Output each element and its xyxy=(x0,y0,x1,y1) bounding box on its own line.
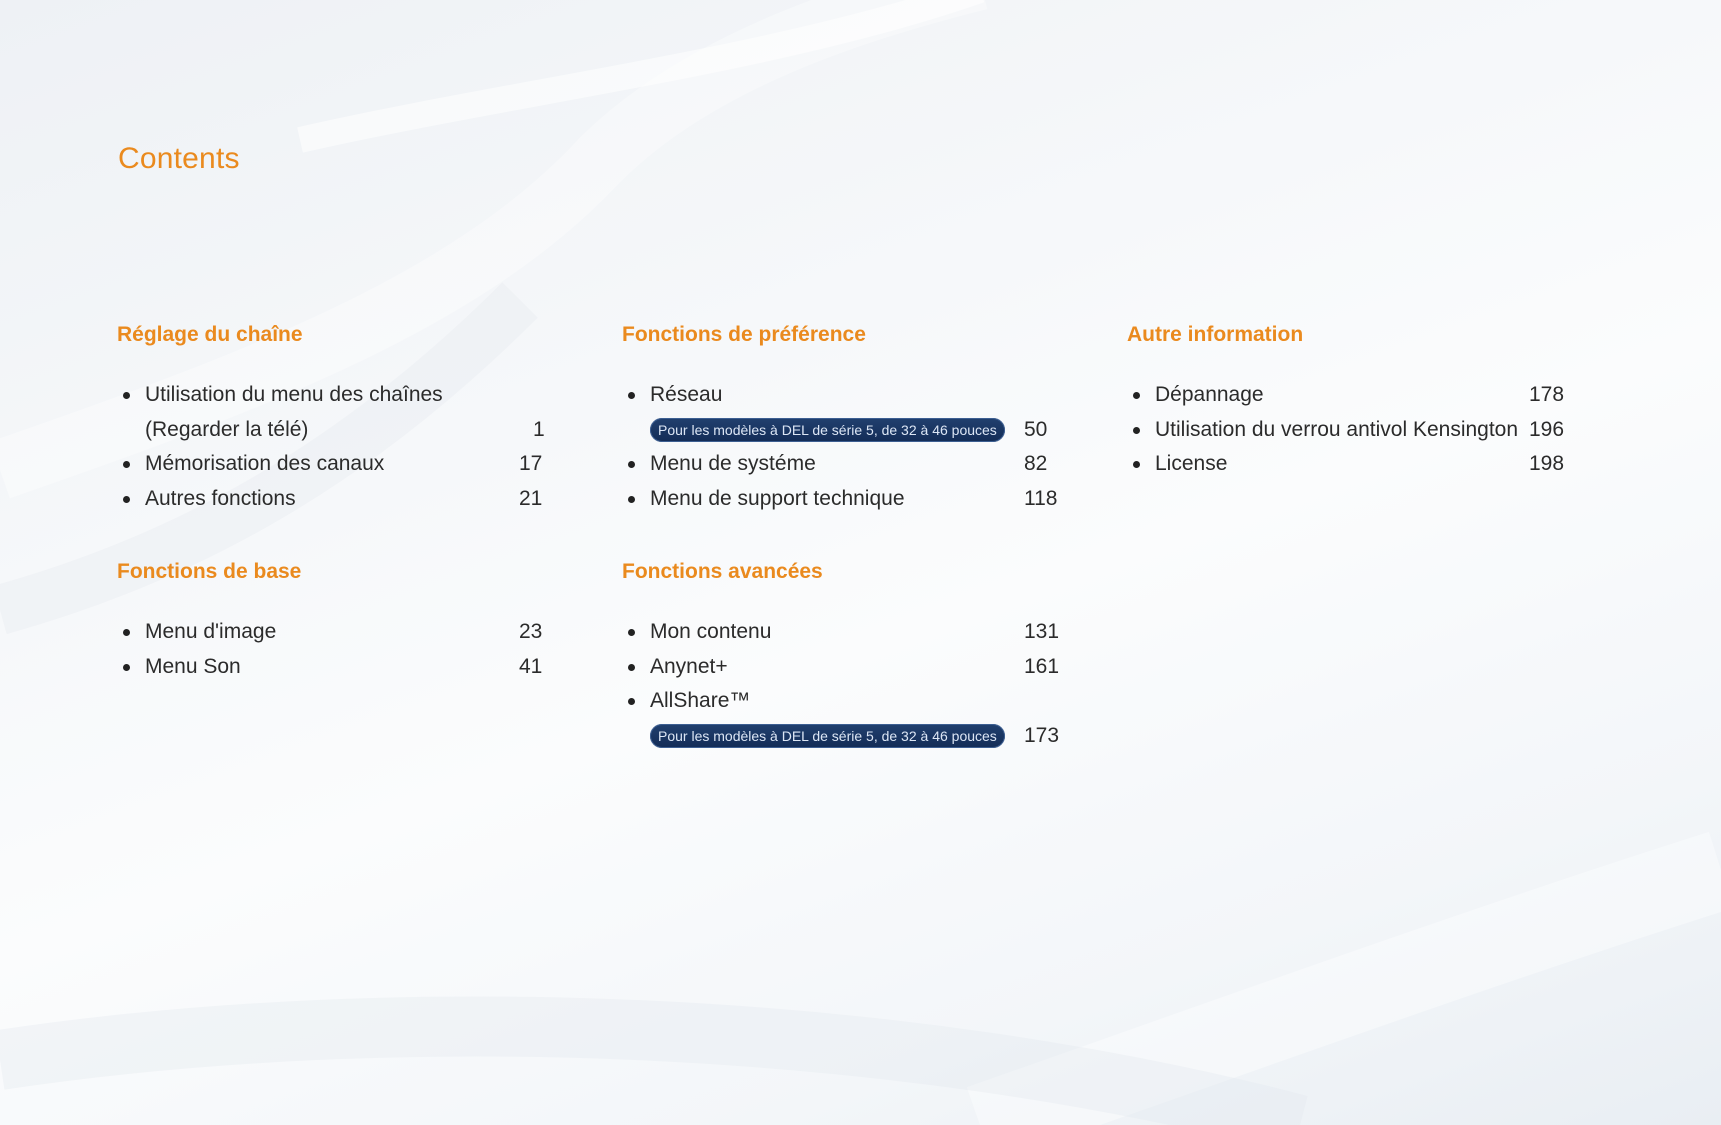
toc-line xyxy=(622,413,1062,448)
section-heading[interactable]: Réglage du chaîne xyxy=(117,323,303,346)
toc-list xyxy=(622,378,1062,516)
toc-line xyxy=(622,684,1062,719)
toc-page-number[interactable]: 196 xyxy=(1529,417,1565,441)
toc-page-number[interactable]: 1 xyxy=(533,417,545,441)
toc-item[interactable] xyxy=(117,447,557,482)
toc-list xyxy=(1127,378,1567,482)
toc-item-label[interactable]: Dépannage xyxy=(1155,383,1264,406)
toc-item-label[interactable]: AllShare™ xyxy=(650,689,751,712)
section-heading[interactable]: Autre information xyxy=(1127,323,1304,346)
toc-page-number[interactable]: 173 xyxy=(1024,723,1060,747)
toc-item[interactable] xyxy=(622,447,1062,482)
toc-item[interactable] xyxy=(622,615,1062,650)
toc-line xyxy=(117,615,557,650)
toc-section xyxy=(117,322,557,510)
toc-item[interactable] xyxy=(1127,413,1567,448)
toc-item[interactable] xyxy=(117,378,557,447)
toc-page-number[interactable]: 23 xyxy=(519,620,543,643)
toc-list xyxy=(117,378,557,516)
toc-item-label[interactable]: License xyxy=(1155,452,1228,475)
toc-item-label[interactable]: Mon contenu xyxy=(650,620,772,643)
toc-item-label[interactable]: Utilisation du verrou antivol Kensington xyxy=(1155,417,1519,441)
toc-line xyxy=(622,719,1062,754)
model-badge: Pour les modèles à DEL de série 5, de 32 à 46 pouces xyxy=(650,418,1005,442)
toc-line xyxy=(1127,447,1567,482)
toc-item[interactable] xyxy=(622,378,1062,447)
toc-item[interactable] xyxy=(622,650,1062,685)
toc-item[interactable] xyxy=(622,684,1062,753)
toc-page-number[interactable]: 131 xyxy=(1024,620,1060,643)
toc-item[interactable] xyxy=(622,482,1062,517)
page-title: Contents xyxy=(118,142,240,175)
toc-line xyxy=(1127,378,1567,413)
toc-item[interactable] xyxy=(117,482,557,517)
toc-section xyxy=(1127,322,1567,475)
toc-page-number[interactable]: 17 xyxy=(519,452,543,475)
toc-page-number[interactable]: 82 xyxy=(1024,452,1048,475)
section-heading[interactable]: Fonctions avancées xyxy=(622,560,823,583)
model-badge: Pour les modèles à DEL de série 5, de 32 à 46 pouces xyxy=(650,724,1005,748)
toc-item-label[interactable]: Réseau xyxy=(650,383,723,406)
toc-item[interactable] xyxy=(117,650,557,685)
toc-section xyxy=(622,559,1062,747)
section-heading[interactable]: Fonctions de préférence xyxy=(622,323,866,346)
toc-item-label[interactable]: Menu d'image xyxy=(145,620,277,643)
toc-item-label[interactable]: Menu de support technique xyxy=(650,486,905,510)
toc-item[interactable] xyxy=(1127,378,1567,413)
toc-page-number[interactable]: 21 xyxy=(519,486,543,510)
toc-line xyxy=(117,413,557,448)
toc-item[interactable] xyxy=(117,615,557,650)
toc-line xyxy=(622,447,1062,482)
toc-page-number[interactable]: 50 xyxy=(1024,417,1048,441)
toc-item-label[interactable]: Menu de systéme xyxy=(650,452,816,475)
toc-list xyxy=(117,615,557,684)
toc-item-label[interactable]: Mémorisation des canaux xyxy=(145,452,385,475)
toc-page-number[interactable]: 161 xyxy=(1024,654,1060,678)
toc-item-label[interactable]: (Regarder la télé) xyxy=(145,417,309,441)
toc-page-number[interactable]: 41 xyxy=(519,654,543,678)
toc-line xyxy=(622,650,1062,685)
toc-item[interactable] xyxy=(1127,447,1567,482)
toc-line xyxy=(622,378,1062,413)
toc-item-label[interactable]: Menu Son xyxy=(145,654,241,678)
toc-page-number[interactable]: 118 xyxy=(1024,486,1058,510)
toc-section xyxy=(117,559,557,678)
toc-line xyxy=(622,482,1062,517)
toc-line xyxy=(117,447,557,482)
section-heading[interactable]: Fonctions de base xyxy=(117,560,302,583)
toc-item-label[interactable]: Anynet+ xyxy=(650,654,728,678)
toc-page-number[interactable]: 178 xyxy=(1529,383,1565,406)
toc-line xyxy=(117,378,557,413)
toc-line xyxy=(622,615,1062,650)
toc-list xyxy=(622,615,1062,753)
toc-line xyxy=(117,482,557,517)
toc-line xyxy=(117,650,557,685)
toc-line xyxy=(1127,413,1567,448)
toc-item-label[interactable]: Utilisation du menu des chaînes xyxy=(145,383,443,406)
toc-page-number[interactable]: 198 xyxy=(1529,452,1565,475)
toc-item-label[interactable]: Autres fonctions xyxy=(145,486,296,510)
toc-section xyxy=(622,322,1062,510)
